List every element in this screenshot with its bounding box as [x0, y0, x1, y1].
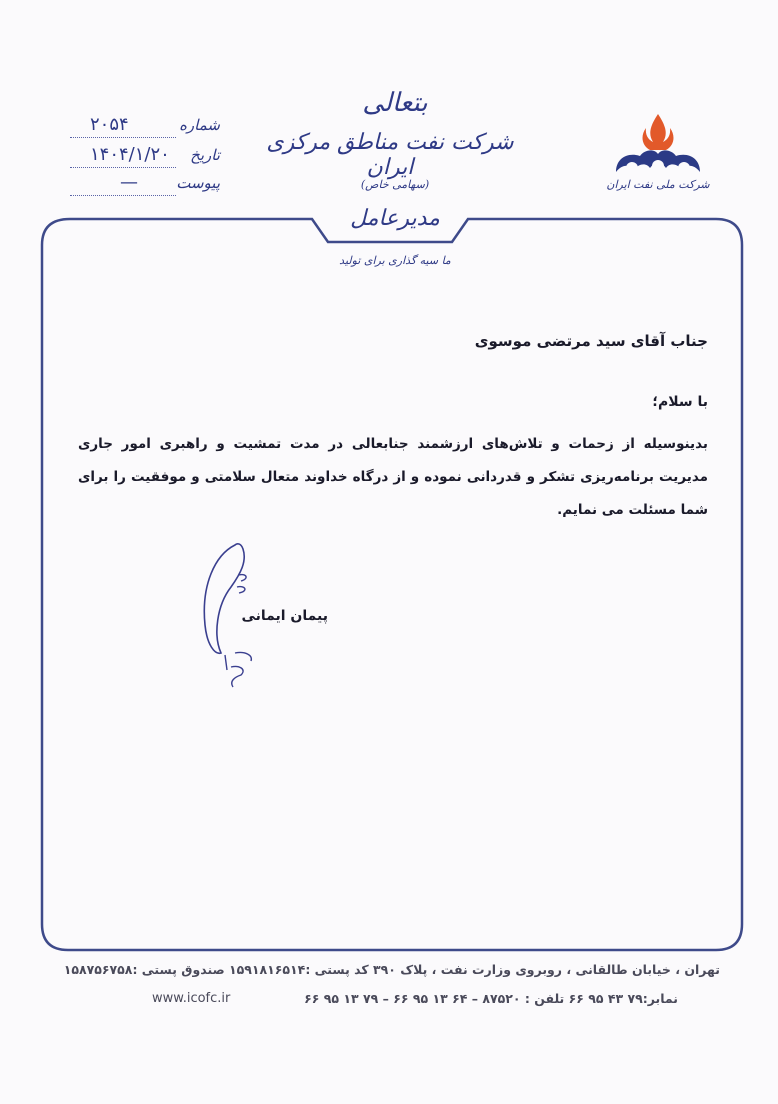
footer-website[interactable]: www.icofc.ir: [152, 991, 231, 1006]
number-label: شماره: [179, 116, 220, 134]
recipient: جناب آقای سید مرتضی موسوی: [474, 332, 708, 350]
office-title: مدیرعامل: [350, 206, 440, 231]
letter-number-row: [60, 116, 220, 140]
slogan: ما سیه گذاری برای تولید: [339, 254, 451, 267]
company-type: (سهامی خاص): [360, 178, 430, 191]
date-value: ۱۴۰۴/۱/۲۰: [90, 144, 170, 165]
attachment-label: پیوست: [176, 174, 220, 192]
number-value: ۲۰۵۴: [90, 114, 129, 135]
attachment-line: [70, 195, 176, 196]
attachment-value: —: [120, 172, 138, 193]
date-label: تاریخ: [190, 146, 220, 164]
footer-phones: نمابر:۷۹ ۴۳ ۹۵ ۶۶ تلفن : ۸۷۵۲۰ – ۶۴ ۱۳ ۹۵ ۶۶ – ۷۹ ۱۳ ۹۵ ۶۶: [304, 991, 678, 1006]
logo-caption: شرکت ملی نفت ایران: [606, 178, 710, 191]
date-line: [70, 167, 176, 168]
letter-date-row: [60, 146, 220, 170]
invocation: بتعالی: [362, 88, 428, 118]
signer-name: پیمان ایمانی: [241, 608, 328, 624]
number-line: [70, 137, 176, 138]
letter-body: بدینوسیله از زحمات و تلاش‌های ارزشمند جنابعالی در مدت تمشیت و راهبری امور جاری مدیریت برنامه‌ریزی تشکر و قدردانی نموده و از درگاه خداوند متعال سلامتی و موفقیت را برای شما مسئلت می نمایم.: [78, 436, 708, 518]
greeting: با سلام؛: [652, 394, 708, 410]
footer-address: تهران ، خیابان طالقانی ، روبروی وزارت نفت ، پلاک ۳۹۰ کد پستی :۱۵۹۱۸۱۶۵۱۴ صندوق پستی :۱۵۸۷۵۶۷۵۸: [63, 962, 720, 977]
company-name: شرکت نفت مناطق مرکزی ایران: [266, 130, 514, 180]
letter-attachment-row: [60, 174, 220, 198]
